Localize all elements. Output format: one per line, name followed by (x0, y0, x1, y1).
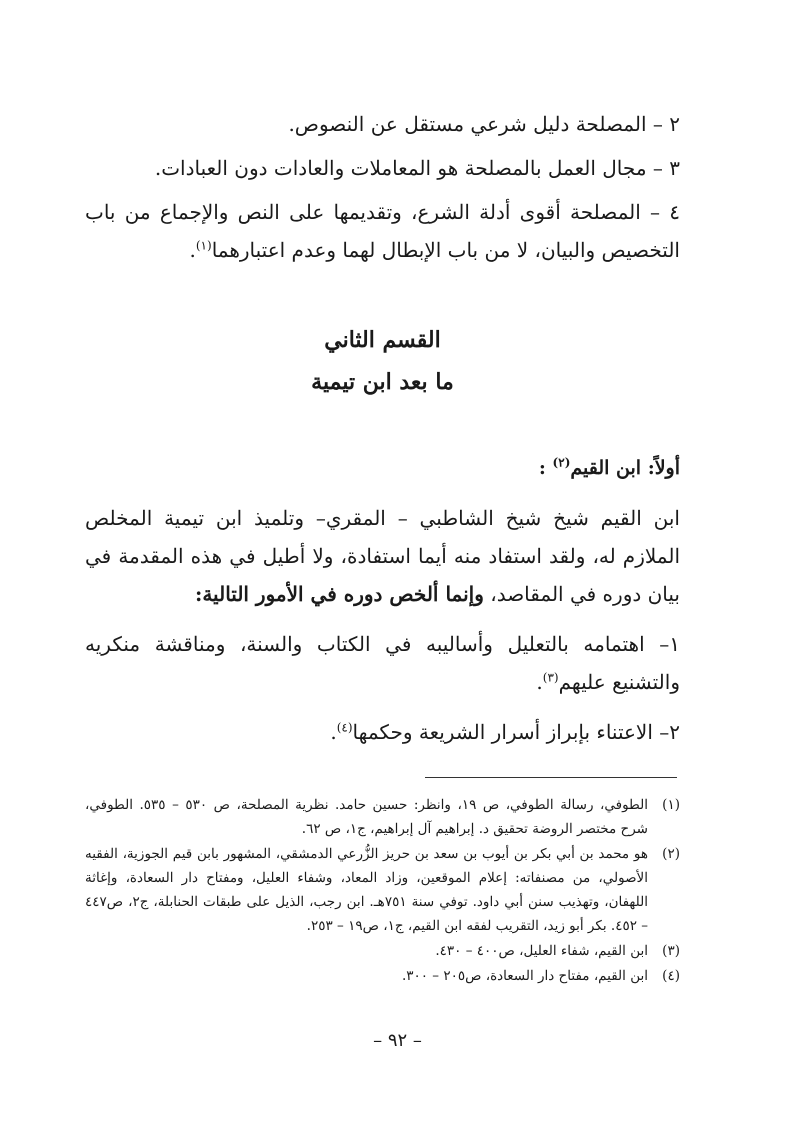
footnote-text: ابن القيم، مفتاح دار السعادة، ص٢٠٥ – ٣٠٠. (401, 968, 648, 984)
point-2 (85, 713, 680, 751)
footnote-2 (85, 842, 680, 938)
point-1 (85, 625, 680, 701)
footnote-text: ابن القيم، شفاء العليل، ص٤٠٠ – ٤٣٠. (435, 943, 648, 959)
footnote-divider (425, 777, 677, 778)
section-subheading: ما بعد ابن تيمية (311, 369, 454, 395)
footnote-ref-4: (٤) (336, 720, 353, 735)
list-item-4-end: . (189, 238, 196, 262)
page-number: – ٩٢ – (373, 1030, 422, 1051)
footnotes (85, 793, 680, 989)
section-heading: القسم الثاني (324, 327, 441, 353)
section-heading-block (85, 319, 680, 403)
footnote-number: (٢) (662, 846, 680, 862)
first-subsection-title (85, 451, 680, 485)
first-title-text: أولاً: ابن القيم (570, 457, 680, 479)
footnote-1 (85, 793, 680, 841)
footnote-ref-1: (١) (195, 238, 212, 253)
list-item-4 (85, 193, 680, 269)
footnote-4 (85, 964, 680, 988)
first-title-end: : (538, 457, 546, 479)
footnote-number: (٤) (662, 968, 680, 984)
list-item-3: ٣ – مجال العمل بالمصلحة هو المعاملات والعادات دون العبادات. (154, 156, 680, 180)
intro-paragraph (85, 499, 680, 613)
intro-bold: وإنما ألخص دوره في الأمور التالية: (194, 582, 484, 606)
footnote-number: (٣) (662, 943, 680, 959)
list-item-2: ٢ – المصلحة دليل شرعي مستقل عن النصوص. (288, 112, 680, 136)
footnote-ref-3: (٣) (542, 670, 559, 685)
footnote-text: الطوفي، رسالة الطوفي، ص ١٩، وانظر: حسين حامد. نظرية المصلحة، ص ٥٣٠ – ٥٣٥. الطوفي، شرح مختصر الروضة تحقيق د. إبراهيم آل إبراهيم، ج١، ص ٦٢. (85, 797, 648, 837)
list-item-4-text: ٤ – المصلحة أقوى أدلة الشرع، وتقديمها على النص والإجماع من باب التخصيص والبيان، لا من باب الإبطال لهما وعدم اعتبارهما (85, 200, 680, 262)
point-1-text: ١– اهتمامه بالتعليل وأساليبه في الكتاب والسنة، ومناقشة منكريه والتشنيع عليهم (85, 632, 680, 694)
point-2-text: ٢– الاعتناء بإبراز أسرار الشريعة وحكمها (352, 720, 680, 744)
footnote-3 (85, 939, 680, 963)
intro-text: ابن القيم شيخ شيخ الشاطبي – المقري– وتلميذ ابن تيمية المخلص الملازم له، ولقد استفاد منه أيما استفادة، ولا أطيل في هذه المقدمة في بيان دوره في المقاصد، (85, 506, 680, 606)
point-2-end: . (330, 720, 337, 744)
footnote-ref-2: (٢) (552, 455, 571, 470)
footnote-number: (١) (662, 797, 680, 813)
footnote-text: هو محمد بن أبي بكر بن أيوب بن سعد بن حريز الزُّرعي الدمشقي، المشهور بابن قيم الجوزية، الفقيه الأصولي، من مصنفاته: إعلام الموقعين، وزاد المعاد، وشفاء العليل، ومفتاح دار السعادة، وإغاثة اللهفان، وتهذيب سنن أبي داود. توفي سنة ٧٥١هـ. ابن رجب، الذيل على طبقات الحنابلة، ج٢، ص٤٤٧ – ٤٥٢. بكر أبو زيد، التقريب لفقه ابن القيم، ج١، ص١٩ – ٢٥٣. (85, 846, 648, 934)
page-body (85, 105, 680, 763)
point-1-end: . (536, 670, 543, 694)
